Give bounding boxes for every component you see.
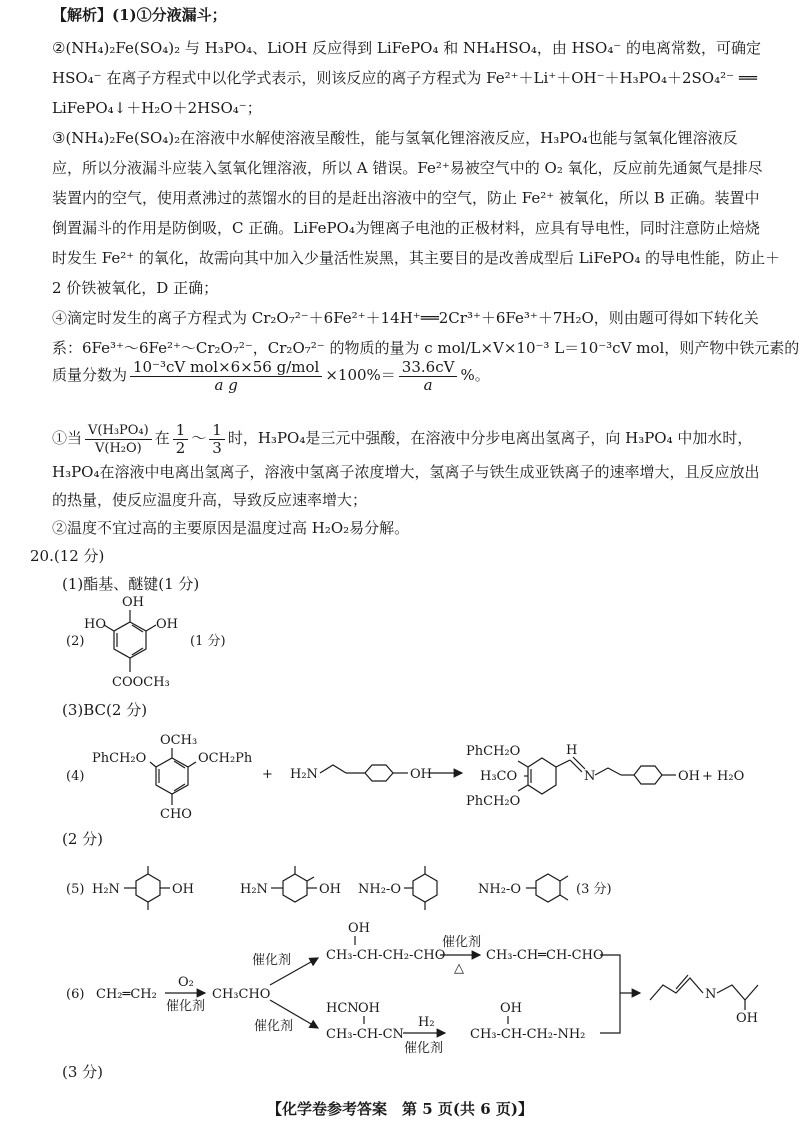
- q6-ethene: CH₂═CH₂: [96, 987, 157, 1002]
- q20-answer-6-score: (3 分): [62, 1063, 104, 1081]
- analysis-p3-line5: 时发生 Fe²⁺ 的氧化，故需向其中加入少量活性炭黑，其主要目的是改善成型后 LiFePO₄ 的导电性能，防止＋: [52, 249, 781, 267]
- q4-cho: CHO: [160, 807, 192, 822]
- q6-top-chain: CH₃-CH-CH₂-CHO: [326, 948, 446, 963]
- q2-cooch3: COOCH₃: [112, 675, 170, 690]
- q5-h2n-2: H₂N: [240, 882, 268, 897]
- q4-product-phenol-ring: [634, 766, 662, 784]
- q6-top-catalyst: 催化剂: [442, 935, 482, 950]
- q6-final-n: N: [705, 987, 717, 1002]
- q5-score: (3 分): [576, 882, 612, 897]
- q4-h2n: H₂N: [290, 767, 318, 782]
- analysis-p3-line4: 倒置漏斗的作用是防倒吸，C 正确。LiFePO₄为锂离子电池的正极材料，应具有导电性，同时注意防止焙烧: [52, 219, 760, 237]
- q2-score: (1 分): [190, 634, 226, 649]
- analysis-p2-line3: LiFePO₄↓＋H₂O＋2HSO₄⁻；: [52, 99, 262, 117]
- q4-label: (4): [66, 769, 85, 784]
- q5-nh2o-4: NH₂-O: [478, 882, 521, 897]
- q6-catalyst-down: 催化剂: [254, 1019, 294, 1034]
- q6-bottom-amine: CH₃-CH-CH₂-NH₂: [470, 1027, 586, 1042]
- q2-ho-left: HO: [84, 617, 106, 632]
- q5-ring-3: [413, 874, 437, 902]
- analysis-p2-line2: HSO₄⁻ 在离子方程式中以化学式表示，则该反应的离子方程式为 Fe²⁺＋Li⁺＋OH⁻＋H₃PO₄＋2SO₄²⁻ ══: [52, 69, 757, 87]
- q4-plus: +: [262, 767, 273, 782]
- q20-answer-4-score: (2 分): [62, 830, 104, 848]
- q5-nh2o-3: NH₂-O: [358, 882, 401, 897]
- q6-delta: △: [454, 961, 464, 976]
- q20-answer-3: (3)BC(2 分): [62, 701, 148, 719]
- q5-oh-2: OH: [319, 882, 341, 897]
- q5-line4: ②温度不宜过高的主要原因是温度过高 H₂O₂易分解。: [52, 519, 410, 537]
- analysis-p4-line3: 质量分数为 $\frac{\text{10⁻³cV mol×6×56 g/mol}}{\text{a g}}$ ×100%＝ $\frac{33.6cV}{a}$ %。: [52, 357, 490, 394]
- q6-bottom-oh2: OH: [500, 1001, 522, 1016]
- analysis-p3-line2: 应，所以分液漏斗应装入氢氧化锂溶液，所以 A 错误。Fe²⁺易被空气中的 O₂ 氧化，反应前先通氮气是排尽: [52, 159, 763, 177]
- q6-top-product: CH₃-CH═CH-CHO: [486, 948, 604, 963]
- q6-label: (6): [66, 987, 85, 1002]
- q5-line1: ①当 $\frac{\text{V(H₃PO₄)}}{\text{V(H₂O)}}$ 在 $\frac{1}{2}$ ～ $\frac{1}{3}$ 时，H₃PO₄是三元中强酸，在溶液中分步电离出氢离子，向 H₃PO₄ 中加水时，: [52, 420, 753, 457]
- q2-oh-right: OH: [156, 617, 178, 632]
- q4-reactant-ring: [156, 758, 188, 794]
- q6-bottom-catalyst: 催化剂: [404, 1041, 444, 1056]
- q4-oh: OH: [410, 767, 432, 782]
- q4-och2ph: OCH₂Ph: [198, 751, 253, 766]
- q4-product-phch2o-top: PhCH₂O: [466, 744, 521, 759]
- q4-phch2o-left: PhCH₂O: [92, 751, 147, 766]
- analysis-heading: 【解析】(1)①分液漏斗；: [52, 6, 227, 24]
- analysis-p3-line3: 装置内的空气，使用煮沸过的蒸馏水的目的是赶出溶液中的空气，防止 Fe²⁺ 被氧化，所以 B 正确。装置中: [52, 189, 760, 207]
- analysis-p3-line6: 2 价铁被氧化，D 正确；: [52, 279, 219, 297]
- analysis-p4-line1: ④滴定时发生的离子方程式为 Cr₂O₇²⁻＋6Fe²⁺＋14H⁺══2Cr³⁺＋6Fe³⁺＋7H₂O，则由题可得如下转化关: [52, 309, 759, 327]
- q5-ring-4: [536, 874, 560, 902]
- q6-o2: O₂: [178, 975, 194, 990]
- q6-hcn: HCN: [326, 1001, 359, 1016]
- q2-oh-top: OH: [122, 595, 144, 610]
- q4-product-h3co: H₃CO: [480, 769, 518, 784]
- analysis-p3-line1: ③(NH₄)₂Fe(SO₄)₂在溶液中水解使溶液呈酸性，能与氢氧化锂溶液反应，H₃PO₄也能与氢氧化锂溶液反: [52, 129, 738, 147]
- q5-line2: H₃PO₄在溶液中电离出氢离子，溶液中氢离子浓度增大，氢离子与铁生成亚铁离子的速率增大，且反应放出: [52, 463, 760, 481]
- q6-catalyst: 催化剂: [166, 999, 206, 1014]
- analysis-p2-line1: ②(NH₄)₂Fe(SO₄)₂ 与 H₃PO₄、LiOH 反应得到 LiFePO₄ 和 NH₄HSO₄，由 HSO₄⁻ 的电离常数，可确定: [52, 39, 762, 57]
- q20-title: 20.(12 分): [30, 547, 105, 565]
- q6-bottom-oh: OH: [358, 1001, 380, 1016]
- q5-line3: 的热量，使反应温度升高，导致反应速率增大；: [52, 491, 368, 509]
- q5-h2n-1: H₂N: [92, 882, 120, 897]
- q2-label: (2): [66, 634, 85, 649]
- q6-ch3cho: CH₃CHO: [212, 987, 271, 1002]
- page-footer: 【化学卷参考答案 第 5 页(共 6 页)】: [267, 1100, 533, 1118]
- q6-catalyst-up: 催化剂: [252, 953, 292, 968]
- q2-benzene-ring: [114, 622, 146, 658]
- q4-product-phch2o-bottom: PhCH₂O: [466, 794, 521, 809]
- q6-bottom-chain: CH₃-CH-CN: [326, 1027, 404, 1042]
- q5-label: (5): [66, 882, 85, 897]
- q4-product-h: H: [566, 743, 578, 758]
- q20-answer-1: (1)酯基、醚键(1 分): [62, 575, 200, 593]
- q6-final-oh: OH: [736, 1011, 758, 1026]
- q4-product-n: N: [584, 769, 596, 784]
- q4-product-ring: [528, 758, 556, 794]
- q4-product-oh: OH: [678, 769, 700, 784]
- q4-och3: OCH₃: [160, 733, 198, 748]
- q4-product-water: + H₂O: [702, 769, 745, 784]
- q5-oh-1: OH: [172, 882, 194, 897]
- q4-amine-ring: [365, 765, 393, 781]
- q6-h2: H₂: [418, 1015, 435, 1030]
- q5-ring-1: [136, 874, 160, 902]
- q6-top-oh: OH: [348, 921, 370, 936]
- analysis-p4-line2: 系：6Fe³⁺～6Fe²⁺～Cr₂O₇²⁻，Cr₂O₇²⁻ 的物质的量为 c mol/L×V×10⁻³ L＝10⁻³cV mol，则产物中铁元素的: [52, 339, 800, 357]
- q5-ring-2: [283, 874, 307, 902]
